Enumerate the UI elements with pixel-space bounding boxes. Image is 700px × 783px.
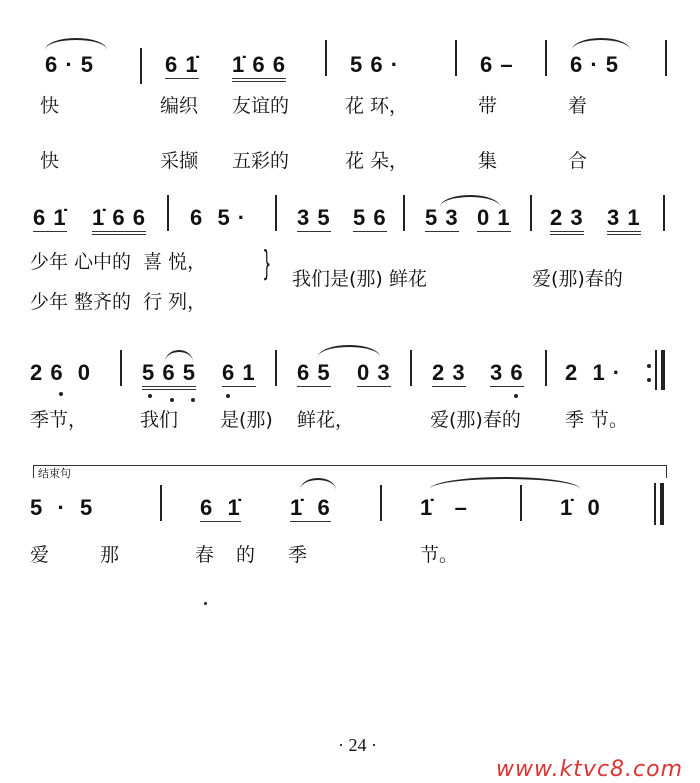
lyric: 采撷 <box>160 150 199 172</box>
repeat-dot <box>647 364 651 368</box>
lyric-refrain: 爱(那)春的 <box>532 268 623 290</box>
note-group: 5 6 <box>353 205 387 230</box>
note-group: 1̇ 6 <box>290 495 331 520</box>
lyric: 着 <box>568 95 588 117</box>
note-group: 1̇ – <box>420 495 468 520</box>
bar-line <box>545 350 547 386</box>
bar-line <box>455 40 457 76</box>
stray-dot <box>204 602 207 605</box>
note-group: 2 1 · <box>565 360 622 385</box>
low-dot <box>514 394 518 398</box>
note-group: 6 5 <box>297 360 331 385</box>
bar-line <box>545 40 547 76</box>
note-group: 3 5 <box>297 205 331 230</box>
lyric: 合 <box>568 150 588 172</box>
lyric: 花 朵， <box>345 150 409 172</box>
note-group: 2 3 <box>550 205 584 235</box>
repeat-end-bar <box>655 350 657 390</box>
low-dot <box>226 394 230 398</box>
note-group: 3 6 <box>490 360 524 385</box>
brace: } <box>262 244 272 284</box>
lyric: 爱 <box>30 544 50 566</box>
lyric-verse-2: 少年 整齐的 行 列， <box>30 291 207 313</box>
note-group: 0 1 <box>477 205 511 230</box>
lyric: 集 <box>478 150 498 172</box>
tie <box>430 477 580 489</box>
bar-line <box>120 350 122 386</box>
final-bar <box>654 483 656 525</box>
lyric: 季 <box>288 544 308 566</box>
note-group: 6 1̇ <box>200 495 241 520</box>
lyric: 我们 <box>140 409 179 431</box>
lyric: 带 <box>478 95 498 117</box>
note-group: 1̇ 0 <box>560 495 601 520</box>
bar-line <box>665 40 667 76</box>
bar-line <box>663 195 665 231</box>
slur <box>45 38 107 50</box>
slur <box>300 478 336 490</box>
bar-line <box>325 40 327 76</box>
repeat-dot <box>647 378 651 382</box>
lyric: 鲜花， <box>297 409 355 431</box>
lyric: 是(那) <box>220 409 273 431</box>
note-group: 1̇ 6 6 <box>92 205 146 235</box>
note-group: 5 3 <box>425 205 459 230</box>
lyric: 快 <box>40 150 60 172</box>
note-group: 2 3 <box>432 360 466 385</box>
watermark: www.ktvc8.com <box>496 757 684 782</box>
bar-line <box>275 195 277 231</box>
lyric: 五彩的 <box>232 150 290 172</box>
note-group: 6 1̇ <box>33 205 67 230</box>
ending-bracket <box>33 465 667 478</box>
note-group: 6 1̇ <box>165 52 199 77</box>
lyric: 快 <box>40 95 60 117</box>
lyric: 花 环， <box>345 95 409 117</box>
note-group: 2 6 0 <box>30 360 92 385</box>
page-number: · 24 · <box>338 735 377 755</box>
lyric-verse-1: 少年 心中的 喜 悦， <box>30 251 207 273</box>
note-group: 6 5 · <box>190 205 247 230</box>
bar-line <box>160 485 162 521</box>
low-dot <box>59 392 63 396</box>
ending-label: 结束句 <box>38 467 71 480</box>
bar-line <box>380 485 382 521</box>
lyric: 的 <box>236 544 256 566</box>
note-group: 3 1 <box>607 205 641 235</box>
bar-line <box>403 195 405 231</box>
note-group: 5 6 5 <box>142 360 196 390</box>
note-group: 5 6 · <box>350 52 400 77</box>
slur <box>318 345 380 357</box>
slur <box>572 38 630 50</box>
note-group: 6 · 5 <box>45 52 95 77</box>
bar-line <box>410 350 412 386</box>
note-group: 5 · 5 <box>30 495 94 520</box>
note-group: 6 · 5 <box>570 52 620 77</box>
repeat-end-bar <box>661 350 665 390</box>
lyric: 节。 <box>420 544 459 566</box>
bar-line <box>530 195 532 231</box>
low-dot <box>148 394 152 398</box>
lyric: 那 <box>100 544 120 566</box>
lyric: 春 <box>195 544 215 566</box>
lyric: 季节， <box>30 409 88 431</box>
bar-line <box>275 350 277 386</box>
note-group: 6 1 <box>222 360 256 385</box>
lyric: 友谊的 <box>232 95 290 117</box>
lyric: 季 节。 <box>565 409 629 431</box>
bar-line <box>520 485 522 521</box>
lyric: 编织 <box>160 95 199 117</box>
note-group: 6 – <box>480 52 514 77</box>
lyric: 爱(那)春的 <box>430 409 521 431</box>
low-dot <box>170 398 174 402</box>
low-dot <box>191 398 195 402</box>
final-bar <box>660 483 664 525</box>
bar-line <box>167 195 169 231</box>
lyric-refrain: 我们是(那) 鲜花 <box>292 268 427 290</box>
note-group: 1̇ 6 6 <box>232 52 286 82</box>
note-group: 0 3 <box>357 360 391 385</box>
bar-line <box>140 48 142 84</box>
